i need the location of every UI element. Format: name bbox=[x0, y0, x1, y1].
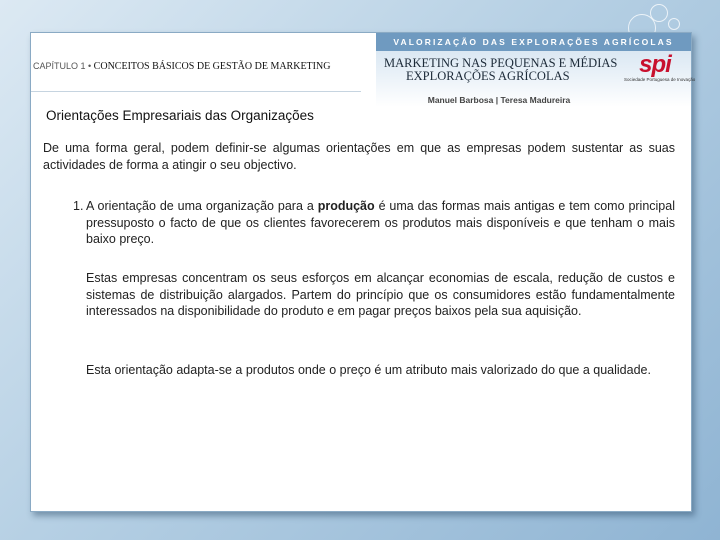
list-item-production bbox=[73, 198, 675, 248]
list-item-keyword: produção bbox=[317, 199, 375, 213]
list-item-text-after: é uma das formas mais antigas e tem como principal pressuposto o facto de que os clientes favorecerem os produtos mais disponíveis e que tenham o mais baixo preço. bbox=[86, 199, 675, 246]
chapter-title: CONCEITOS BÁSICOS DE GESTÃO DE MARKETING bbox=[93, 61, 331, 72]
list-item-number: 1. bbox=[73, 199, 84, 213]
header-divider bbox=[31, 91, 361, 92]
banner-tagline: VALORIZAÇÃO DAS EXPLORAÇÕES AGRÍCOLAS bbox=[376, 33, 691, 51]
spi-logo bbox=[624, 51, 696, 83]
spi-logo-name: Sociedade Portuguesa de Inovação bbox=[624, 77, 696, 82]
section-title: Orientações Empresariais das Organizações bbox=[46, 108, 314, 123]
book-title bbox=[384, 57, 624, 83]
book-authors: Manuel Barbosa | Teresa Madureira bbox=[427, 95, 571, 105]
slide bbox=[30, 32, 696, 512]
spi-logo-mark: spi bbox=[639, 51, 671, 78]
book-title-line-2: EXPLORAÇÕES AGRÍCOLAS bbox=[406, 69, 570, 83]
list-item-text-before: A orientação de uma organização para a bbox=[86, 199, 318, 213]
decorative-circle bbox=[650, 4, 668, 22]
body-paragraph-2: Estas empresas concentram os seus esforços em alcançar economias de escala, redução de custos e sistemas de distribuição alargados. Partem do princípio que os consumidores estão fundamentalmente interessados na disponibilidade do produto e em pagar preços baixos pela sua aquisição. bbox=[86, 271, 675, 318]
intro-paragraph: De uma forma geral, podem definir-se algumas orientações em que as empresas podem sustentar as suas actividades de forma a atingir o seu objectivo. bbox=[43, 141, 675, 172]
chapter-heading bbox=[33, 60, 333, 73]
chapter-prefix: CAPÍTULO 1 • bbox=[33, 61, 92, 71]
decorative-circle bbox=[668, 18, 680, 30]
book-title-line-1: MARKETING NAS PEQUENAS E MÉDIAS bbox=[384, 56, 618, 70]
body-paragraph-3: Esta orientação adapta-se a produtos onde o preço é um atributo mais valorizado do que a qualidade. bbox=[86, 363, 651, 377]
